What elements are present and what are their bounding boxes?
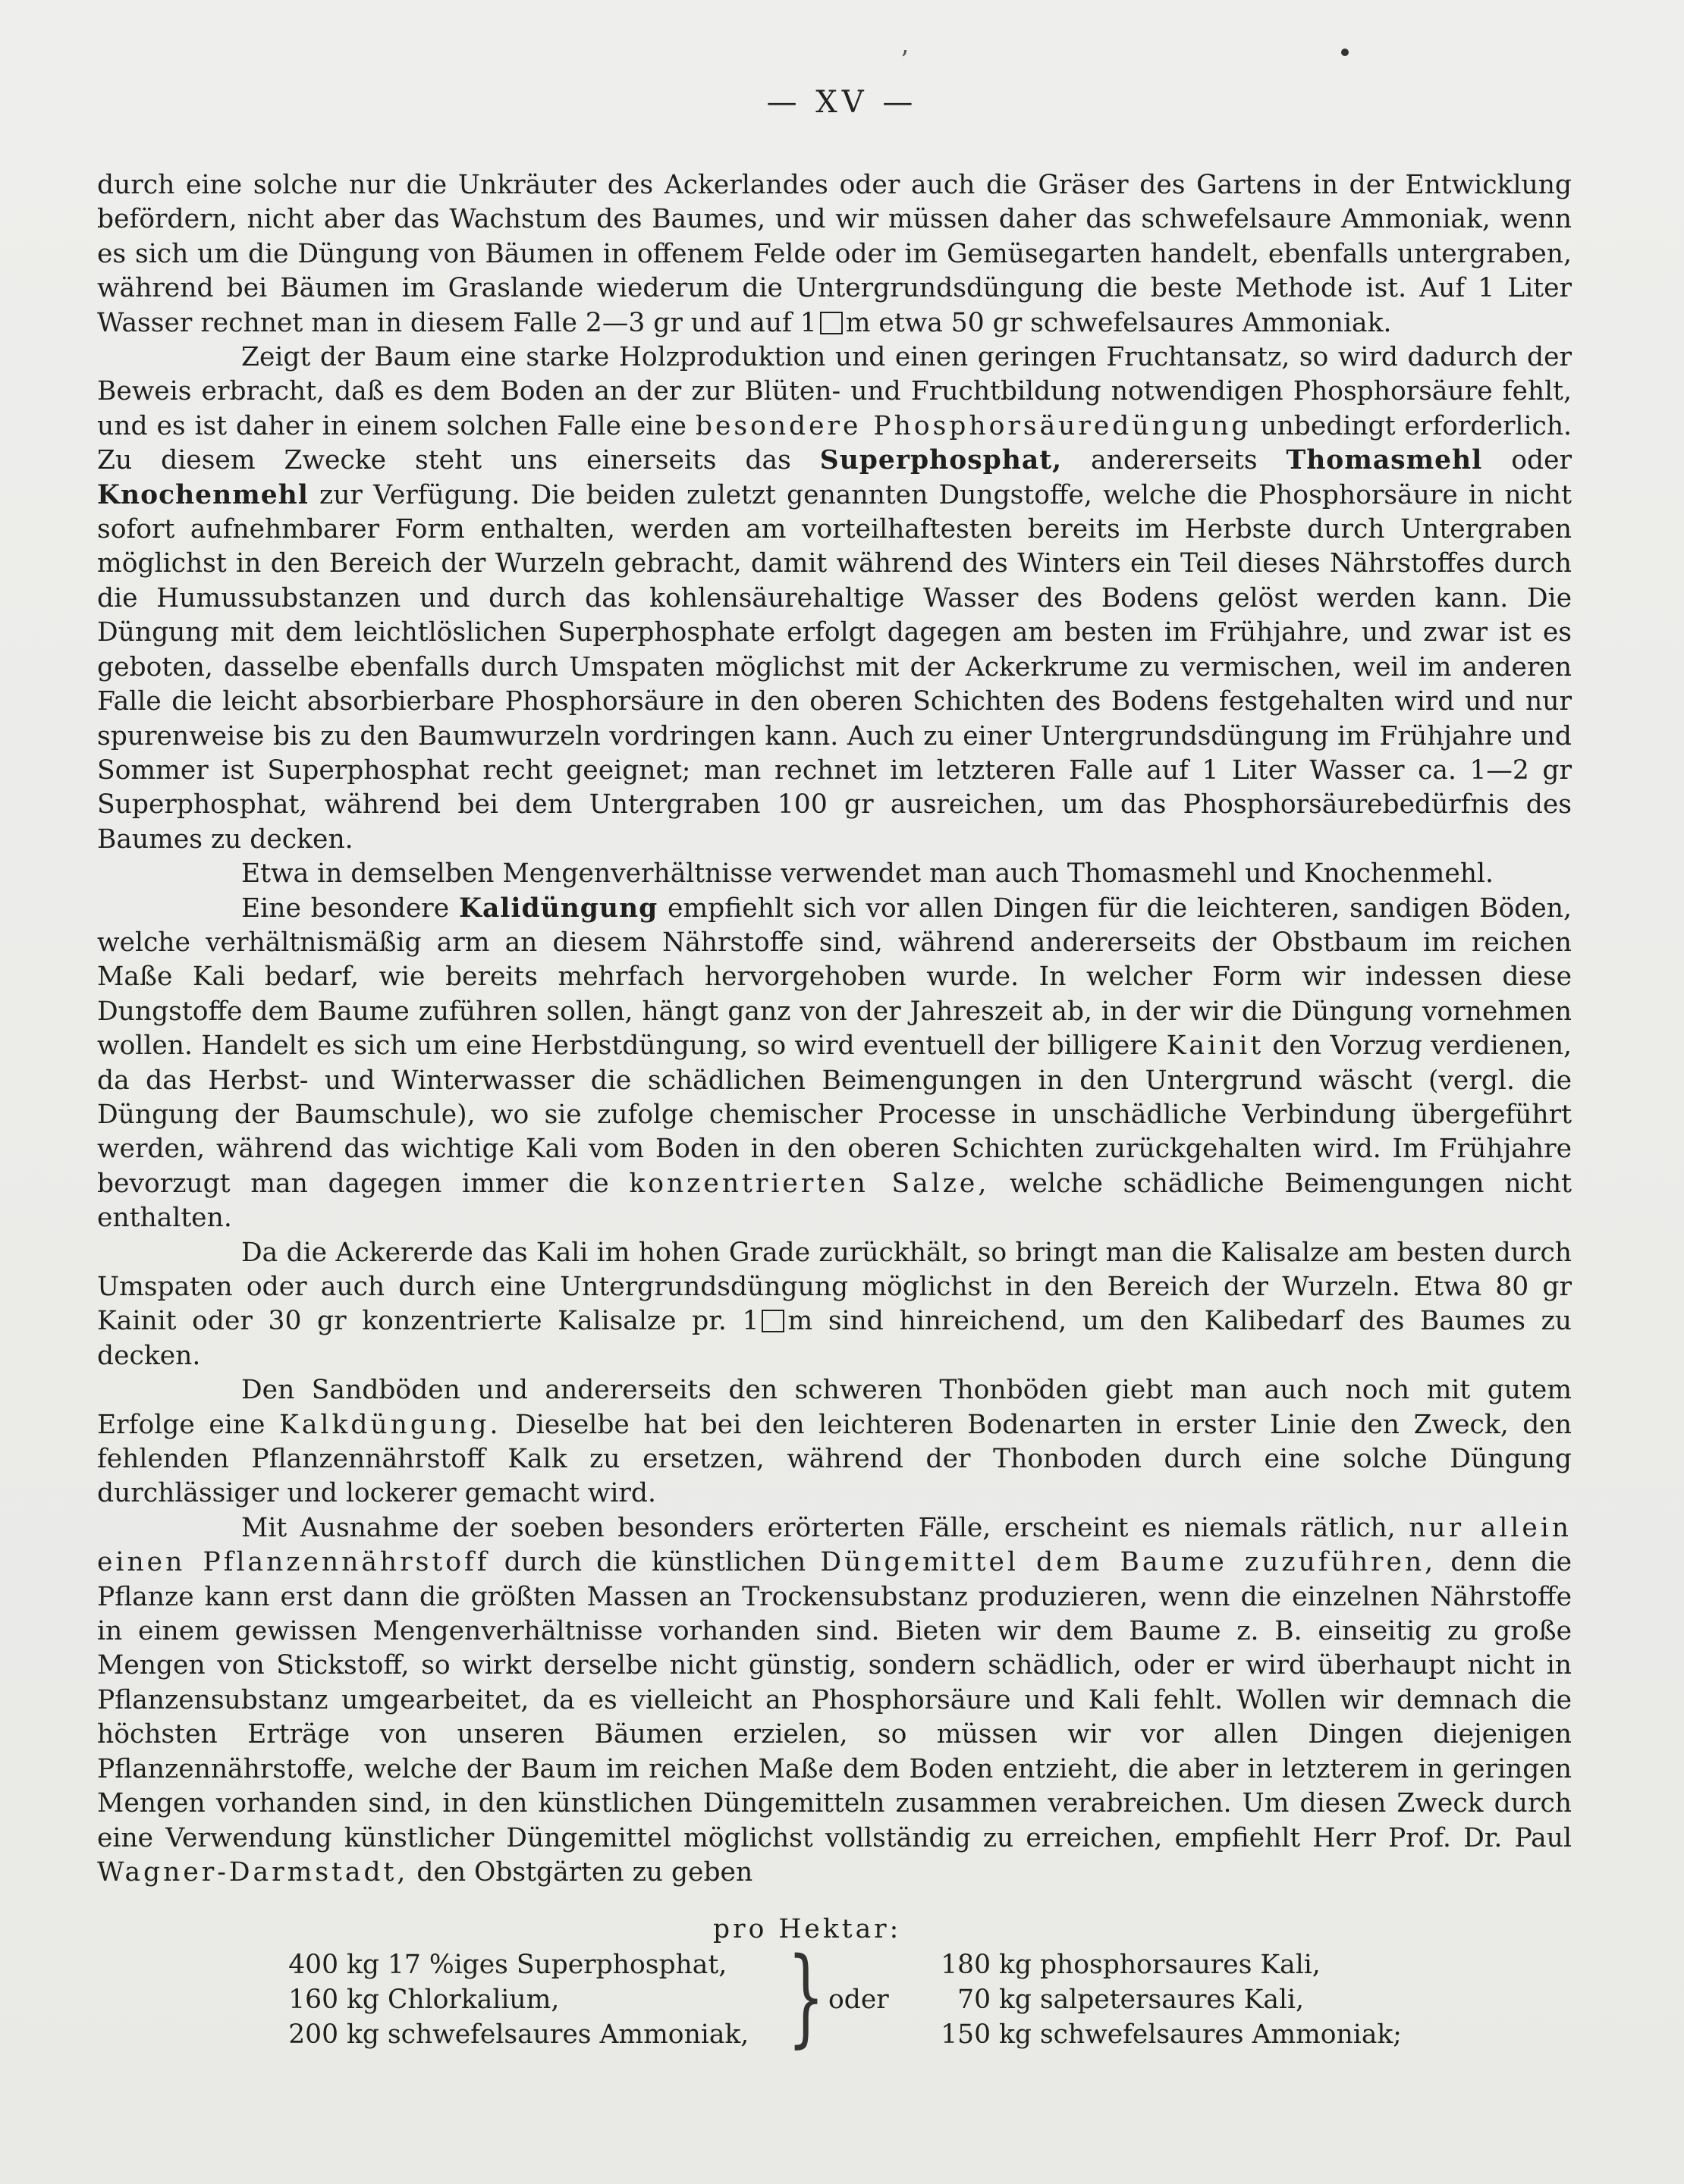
author-name: Wagner-Darmstadt, bbox=[97, 1856, 409, 1887]
emphasis-konzentrierte-salze: konzentrierten Salze, bbox=[629, 1168, 990, 1199]
paragraph-6: Den Sandböden und andererseits den schweren Thonböden giebt man auch noch mit gutem Erfolge eine Kalkdüngung. Dieselbe hat bei den leichteren Bodenarten in erster Linie den Zweck, den fehlenden Pflanzennährstoff Kalk zu ersetzen, während der Thonboden durch eine solche Düngung durchlässiger und lockerer gemacht wird. bbox=[97, 1375, 1572, 1509]
body-text bbox=[97, 168, 1572, 1890]
term-knochenmehl: Knochenmehl bbox=[97, 479, 309, 510]
paragraph-7: Mit Ausnahme der soeben besonders erörterten Fälle, erscheint es niemals rätlich, nur allein einen Pflanzennährstoff durch die künstlichen Düngemittel dem Baume zuzuführen, denn die Pflanze kann erst dann die größten Massen an Trockensubstanz produzieren, wenn die einzelnen Nährstoffe in einem gewissen Mengenverhältnisse vorhanden sind. Bieten wir dem Baume z. B. einseitig zu große Mengen von Stickstoff, so wirkt derselbe nicht günstig, sondern schädlich, oder er wird überhaupt nicht in Pflanzensubstanz umgearbeitet, da es vielleicht an Phosphorsäure und Kali fehlt. Wollen wir demnach die höchsten Erträge von unseren Bäumen erzielen, so müssen wir vor allen Dingen diejenigen Pflanzennährstoffe, welche der Baum im reichen Maße dem Boden entzieht, die aber in letzterem in geringen Mengen vorhanden sind, in den künstlichen Düngemitteln zusammen verabreichen. Um diesen Zweck durch eine Verwendung künstlicher Düngemittel möglichst vollständig zu erreichen, empfiehlt Herr Prof. Dr. Paul Wagner-Darmstadt, den Obstgärten zu geben bbox=[97, 1512, 1572, 1887]
fertilizer-formula bbox=[0, 1935, 1684, 2061]
emphasis-duengemittel: Düngemittel dem Baume zuzuführen, bbox=[820, 1547, 1437, 1578]
formula-row: 160 kg Chlorkalium, bbox=[288, 1985, 560, 2015]
paragraph-1: durch eine solche nur die Unkräuter des Ackerlandes oder auch die Gräser des Gartens in der Entwicklung befördern, nicht aber das Wachstum des Baumes, und wir müssen daher das schwefelsaure Ammoniak, wenn es sich um die Düngung von Bäumen in offenem Felde oder im Gemüsegarten handelt, ebenfalls untergraben, während bei Bäumen im Graslande wiederum die Untergrundsdüngung die beste Methode ist. Auf 1 Liter Wasser rechnet man in diesem Falle 2—3 gr und auf 1 m etwa 50 gr schwefelsaures Ammoniak. bbox=[97, 170, 1572, 338]
ink-mark: ʼ bbox=[900, 46, 908, 76]
paragraph-5: Da die Ackererde das Kali im hohen Grade zurückhält, so bringt man die Kalisalze am besten durch Umspaten oder auch durch eine Untergrundsdüngung möglichst in den Bereich der Wurzeln. Etwa 80 gr Kainit oder 30 gr konzentrierte Kalisalze pr. 1 m sind hinreichend, um den Kalibedarf des Baumes zu decken. bbox=[97, 1237, 1572, 1371]
emphasis-nur-allein: nur allein einen Pflanzennährstoff bbox=[97, 1512, 1572, 1578]
formula-row: 400 kg 17 %iges Superphosphat, bbox=[288, 1950, 727, 1980]
formula-row: 200 kg schwefelsaures Ammoniak, bbox=[288, 2019, 749, 2050]
emphasis-kainit: Kainit bbox=[1166, 1031, 1265, 1062]
formula-row: 150 kg schwefelsaures Ammoniak; bbox=[941, 2019, 1402, 2050]
paragraph-2: Zeigt der Baum eine starke Holzproduktion und einen geringen Fruchtansatz, so wird dadurch der Beweis erbracht, daß es dem Boden an der zur Blüten- und Fruchtbildung notwendigen Phosphorsäure fehlt, und es ist daher in einem solchen Falle eine besondere Phosphorsäuredüngung unbedingt erforderlich. Zu diesem Zwecke steht uns einerseits das Superphosphat, andererseits Thomasmehl oder Knochenmehl zur Verfügung. Die beiden zuletzt genannten Dungstoffe, welche die Phosphorsäure in nicht sofort aufnehmbarer Form enthalten, werden am vorteilhaftesten bereits im Herbste durch Untergraben möglichst in den Bereich der Wurzeln gebracht, damit während des Winters ein Teil dieses Nährstoffes durch die Humussubstanzen und durch das kohlensäurehaltige Wasser des Bodens gelöst werden kann. Die Düngung mit dem leichtlöslichen Superphosphate erfolgt dagegen am besten im Frühjahre, und zwar ist es geboten, dasselbe ebenfalls durch Umspaten möglichst mit der Ackerkrume zu vermischen, weil im anderen Falle die leicht absorbierbare Phosphorsäure in den oberen Schichten des Bodens festgehalten wird und nur spurenweise bis zu den Baumwurzeln vordringen kann. Auch zu einer Untergrundsdüngung im Frühjahre und Sommer ist Superphosphat recht geeignet; man rechnet im letzteren Falle auf 1 Liter Wasser ca. 1—2 gr Superphosphat, während bei dem Untergraben 100 gr ausreichen, um das Phosphorsäurebedürfnis des Baumes zu decken. bbox=[97, 342, 1572, 855]
formula-right-column bbox=[918, 1947, 1402, 2052]
curly-brace: } bbox=[787, 1935, 825, 2059]
paragraph-3: Etwa in demselben Mengenverhältnisse verwendet man auch Thomasmehl und Knochenmehl. bbox=[241, 858, 1494, 890]
formula-connector: oder bbox=[828, 1985, 889, 2015]
formula-row: 70 kg salpetersaures Kali, bbox=[957, 1985, 1305, 2015]
page-number: — XV — bbox=[766, 85, 918, 120]
ink-dot bbox=[1341, 49, 1349, 56]
term-kaliduengung: Kalidüngung bbox=[458, 893, 658, 924]
term-thomasmehl: Thomasmehl bbox=[1286, 445, 1483, 476]
square-symbol bbox=[820, 312, 843, 334]
square-symbol bbox=[762, 1310, 784, 1332]
paragraph-4: Eine besondere Kalidüngung empfiehlt sich vor allen Dingen für die leichteren, sandigen Böden, welche verhältnismäßig arm an diesem Nährstoffe sind, während andererseits der Obstbaum im reichen Maße Kali bedarf, wie bereits mehrfach hervorgehoben wurde. In welcher Form wir indessen diese Dungstoffe dem Baume zuführen sollen, hängt ganz von der Jahreszeit ab, in der wir die Düngung vornehmen wollen. Handelt es sich um eine Herbstdüngung, so wird eventuell der billigere Kainit den Vorzug verdienen, da das Herbst- und Winterwasser die schädlichen Beimengungen in den Untergrund wäscht (vergl. die Düngung der Baumschule), wo sie zufolge chemischer Processe in unschädliche Verbindung übergeführt werden, während das wichtige Kali vom Boden in den oberen Schichten zurückgehalten wird. Im Frühjahre bevorzugt man dagegen immer die konzentrierten Salze, welche schädliche Beimengungen nicht enthalten. bbox=[97, 893, 1572, 1234]
formula-row: 180 kg phosphorsaures Kali, bbox=[941, 1950, 1321, 1980]
formula-left-column bbox=[258, 1947, 749, 2052]
term-superphosphat: Superphosphat, bbox=[819, 445, 1063, 476]
emphasis-phosphorsaeureduengung: besondere Phosphorsäuredüngung bbox=[695, 410, 1252, 441]
formula-heading: pro Hektar: bbox=[713, 1914, 902, 1944]
emphasis-kalkduengung: Kalkdüngung. bbox=[279, 1409, 501, 1440]
